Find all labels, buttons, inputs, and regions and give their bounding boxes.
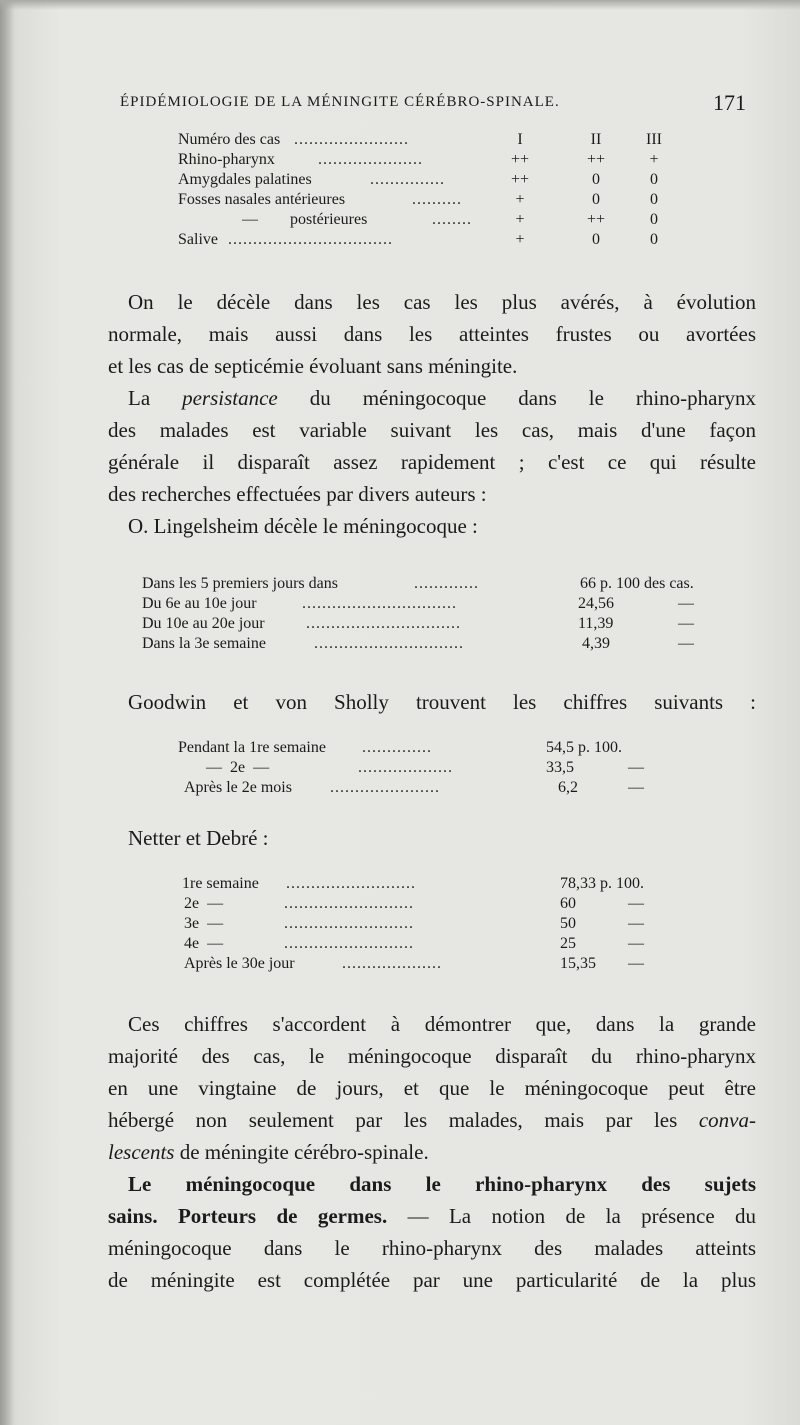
row-label: Du 6e au 10e jour	[142, 595, 257, 612]
column-header-1: I	[517, 131, 523, 148]
row-label: Dans la 3e semaine	[142, 635, 266, 652]
text-line: générale il disparaît assez rapidement ; c'est ce qui résulte	[108, 450, 756, 474]
row-value: 54,5 p. 100.	[546, 739, 622, 756]
table-row	[142, 594, 782, 614]
paragraph	[108, 382, 756, 510]
row-value: 0	[592, 231, 600, 248]
row-value: 6,2	[558, 779, 578, 796]
table-row	[182, 894, 742, 914]
ditto-dash: —	[628, 759, 644, 776]
paragraph	[108, 822, 756, 854]
leader-dots: ...............................	[306, 615, 461, 632]
row-label: Amygdales palatines	[178, 171, 312, 188]
table-row	[178, 150, 678, 170]
row-value: ++	[510, 171, 530, 188]
leader-dots: ..........................	[286, 875, 416, 892]
row-label: — postérieures	[242, 211, 368, 228]
text-line: normale, mais aussi dans les atteintes frustes ou avortées	[108, 322, 756, 346]
row-value: 78,33 p. 100.	[560, 875, 644, 892]
ditto-dash: —	[678, 595, 694, 612]
text-line: On le décèle dans les cas les plus avérés, à évolution	[128, 290, 756, 314]
text-line	[108, 382, 756, 414]
row-value: 11,39	[578, 615, 614, 632]
row-label: Pendant la 1re semaine	[178, 739, 326, 756]
row-value: ++	[586, 211, 606, 228]
leader-dots: .....................	[318, 151, 423, 168]
table-row	[178, 738, 738, 758]
section-heading: Le méningocoque dans le rhino-pharynx des sujets	[128, 1172, 756, 1196]
leader-dots: ....................	[342, 955, 442, 972]
ditto-dash: —	[628, 955, 644, 972]
leader-dots: ...............................	[302, 595, 457, 612]
row-value: ++	[510, 151, 530, 168]
ditto-dash: —	[628, 779, 644, 796]
row-value: +	[515, 191, 525, 208]
text-line	[108, 1168, 756, 1200]
table-row	[178, 778, 738, 798]
text-run: La	[128, 386, 183, 410]
column-header-3: III	[646, 131, 662, 148]
row-value: 0	[592, 191, 600, 208]
leader-dots: ..............................	[314, 635, 464, 652]
row-label: 4e —	[184, 935, 224, 952]
text-run: du méningocoque dans le rhino-pharynx	[277, 386, 756, 410]
text-line: de méningite est complétée par une particularité de la plus	[108, 1268, 756, 1292]
row-value: +	[515, 231, 525, 248]
row-value: 50	[560, 915, 576, 932]
text-line: des malades est variable suivant les cas, mais d'une façon	[108, 418, 756, 442]
leader-dots: ..............	[362, 739, 432, 756]
ditto-dash: —	[628, 935, 644, 952]
table-row	[182, 914, 742, 934]
leader-dots: .......................	[294, 131, 409, 148]
cases-table	[178, 130, 678, 250]
column-header-2: II	[590, 131, 602, 148]
cases-table-header	[178, 130, 678, 150]
text-line: en une vingtaine de jours, et que le méningocoque peut être	[108, 1076, 756, 1100]
lingelsheim-table	[142, 574, 782, 654]
table-row	[182, 934, 742, 954]
row-label: — 2e —	[206, 759, 270, 776]
page-edge-shadow	[0, 0, 14, 1425]
leader-dots: .................................	[228, 231, 393, 248]
goodwin-table	[178, 738, 738, 798]
ditto-dash: —	[628, 895, 644, 912]
row-value: 4,39	[582, 635, 610, 652]
row-label: Fosses nasales antérieures	[178, 191, 346, 208]
table-row	[182, 954, 742, 974]
text-line	[108, 1200, 756, 1232]
table-row	[142, 614, 782, 634]
text-line: Goodwin et von Sholly trouvent les chiffres suivants :	[128, 690, 756, 714]
text-line: majorité des cas, le méningocoque disparaît du rhino-pharynx	[108, 1044, 756, 1068]
row-value: 0	[650, 211, 658, 228]
leader-dots: ..........................	[284, 915, 414, 932]
leader-dots: .............	[414, 575, 479, 592]
row-value: 60	[560, 895, 576, 912]
paragraph	[108, 1008, 756, 1168]
row-value: 0	[650, 171, 658, 188]
row-label: Après le 30e jour	[184, 955, 295, 972]
leader-dots: ..........................	[284, 935, 414, 952]
text-line: Ces chiffres s'accordent à démontrer que, dans la grande	[128, 1012, 756, 1036]
row-label: Salive	[178, 231, 218, 248]
row-label: 3e —	[184, 915, 224, 932]
row-value: 0	[650, 191, 658, 208]
page-top-shadow	[0, 0, 800, 10]
leader-dots: ...................	[358, 759, 453, 776]
row-value: +	[515, 211, 525, 228]
text-line	[108, 1136, 756, 1168]
table-row	[178, 170, 678, 190]
row-value: +	[649, 151, 659, 168]
row-value: 24,56	[578, 595, 614, 612]
ditto-dash: —	[678, 635, 694, 652]
row-label: Après le 2e mois	[184, 779, 292, 796]
section-heading: sains. Porteurs de germes.	[108, 1204, 388, 1228]
text-line: des recherches effectuées par divers auteurs :	[108, 482, 487, 506]
row-value: 66 p. 100 des cas.	[580, 575, 694, 592]
row-value: 0	[592, 171, 600, 188]
leader-dots: ..........	[412, 191, 462, 208]
paragraph	[108, 286, 756, 382]
text-line: Netter et Debré :	[128, 826, 269, 850]
italic-term: persistance	[182, 386, 278, 410]
text-line: méningocoque dans le rhino-pharynx des malades atteints	[108, 1236, 756, 1260]
row-label: Dans les 5 premiers jours dans	[142, 575, 338, 592]
row-value: 15,35	[560, 955, 596, 972]
text-line: et les cas de septicémie évoluant sans méningite.	[108, 354, 518, 378]
leader-dots: ..........................	[284, 895, 414, 912]
row-value: 0	[650, 231, 658, 248]
table-row	[178, 758, 738, 778]
row-value: ++	[586, 151, 606, 168]
table-row	[182, 874, 742, 894]
italic-term: lescents	[108, 1140, 175, 1164]
leader-dots: ........	[432, 211, 472, 228]
row-label: 2e —	[184, 895, 224, 912]
page-number: 171	[713, 90, 746, 115]
running-header	[120, 90, 800, 120]
netter-debre-table	[182, 874, 742, 974]
paragraph	[108, 686, 756, 718]
italic-term: conva-	[698, 1108, 756, 1132]
table-row	[178, 230, 678, 250]
table-row	[178, 190, 678, 210]
row-label: Du 10e au 20e jour	[142, 615, 265, 632]
row-label: Rhino-pharynx	[178, 151, 275, 168]
table-row	[142, 634, 782, 654]
paragraph	[108, 510, 756, 542]
row-value: 25	[560, 935, 576, 952]
table-row	[142, 574, 782, 594]
text-run: de méningite cérébro-spinale.	[174, 1140, 429, 1164]
row-label: 1re semaine	[182, 875, 259, 892]
table-row	[178, 210, 678, 230]
leader-dots: ......................	[330, 779, 440, 796]
text-run: — La notion de la présence du	[387, 1204, 756, 1228]
leader-dots: ...............	[370, 171, 445, 188]
table-header-label: Numéro des cas	[178, 131, 281, 148]
ditto-dash: —	[678, 615, 694, 632]
ditto-dash: —	[628, 915, 644, 932]
text-line: O. Lingelsheim décèle le méningocoque :	[128, 514, 478, 538]
paragraph	[108, 1168, 756, 1296]
row-value: 33,5	[546, 759, 574, 776]
text-line: hébergé non seulement par les malades, mais par les conva-	[108, 1108, 756, 1132]
running-title: ÉPIDÉMIOLOGIE DE LA MÉNINGITE CÉRÉBRO-SPINALE.	[120, 94, 560, 110]
